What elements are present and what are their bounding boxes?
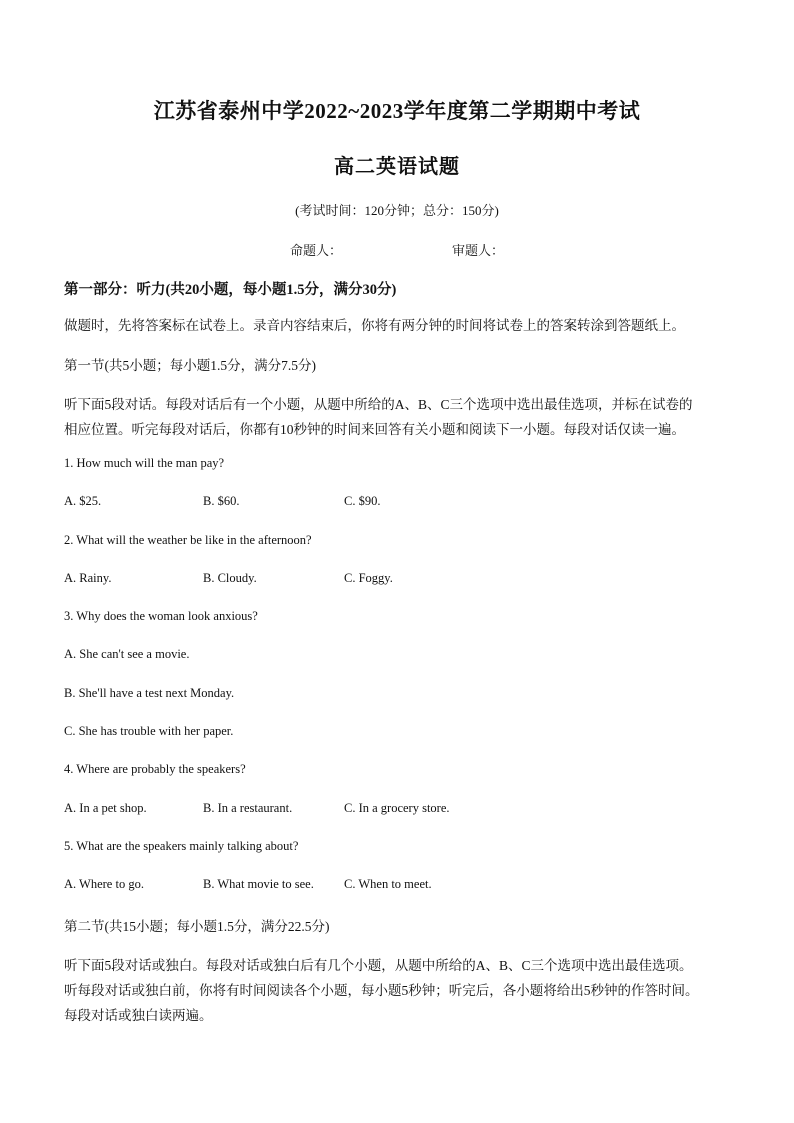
q5-option-a: A. Where to go. [64, 877, 144, 891]
question-5: 5. What are the speakers mainly talking about? [64, 839, 299, 853]
q4-option-a: A. In a pet shop. [64, 801, 147, 815]
exam-title: 江苏省泰州中学2022~2023学年度第二学期期中考试 [153, 99, 641, 123]
section1-heading: 第一节(共5小题；每小题1.5分，满分7.5分) [64, 358, 316, 373]
q2-option-b: B. Cloudy. [203, 571, 257, 585]
q5-option-c: C. When to meet. [344, 877, 432, 891]
question-2: 2. What will the weather be like in the afternoon? [64, 533, 312, 547]
authors-line [0, 240, 794, 259]
exam-time-info: (考试时间：120分钟；总分：150分) [295, 203, 499, 218]
question-3: 3. Why does the woman look anxious? [64, 609, 258, 623]
section1-instruction-line2: 相应位置。听完每段对话后，你都有10秒钟的时间来回答有关小题和阅读下一小题。每段对话仅读一遍。 [64, 422, 685, 437]
exam-subtitle: 高二英语试题 [334, 156, 460, 178]
q2-option-c: C. Foggy. [344, 571, 393, 585]
q1-option-a: A. $25. [64, 494, 102, 508]
part1-instruction: 做题时，先将答案标在试卷上。录音内容结束后，你将有两分钟的时间将试卷上的答案转涂到答题纸上。 [64, 318, 685, 333]
q5-option-b: B. What movie to see. [203, 877, 314, 891]
section2-heading: 第二节(共15小题；每小题1.5分，满分22.5分) [64, 919, 330, 934]
section2-instruction-line3: 每段对话或独白读两遍。 [64, 1008, 213, 1023]
section1-instruction-line1: 听下面5段对话。每段对话后有一个小题，从题中所给的A、B、C三个选项中选出最佳选项，并标在试卷的 [64, 397, 693, 412]
q4-option-c: C. In a grocery store. [344, 801, 450, 815]
q3-option-b: B. She'll have a test next Monday. [64, 686, 235, 700]
q3-option-c: C. She has trouble with her paper. [64, 724, 234, 738]
setter-label: 命题人： [289, 243, 342, 258]
q4-option-b: B. In a restaurant. [203, 801, 293, 815]
q3-option-a: A. She can't see a movie. [64, 647, 190, 661]
question-4: 4. Where are probably the speakers? [64, 762, 246, 776]
section2-instruction-line2: 听每段对话或独白前，你将有时间阅读各个小题，每小题5秒钟；听完后，各小题将给出5秒钟的作答时间。 [64, 983, 699, 998]
q1-option-b: B. $60. [203, 494, 240, 508]
question-1: 1. How much will the man pay? [64, 456, 225, 470]
section2-instruction-line1: 听下面5段对话或独白。每段对话或独白后有几个小题，从题中所给的A、B、C三个选项中选出最佳选项。 [64, 958, 693, 973]
part1-heading: 第一部分：听力(共20小题，每小题1.5分，满分30分) [64, 282, 397, 298]
q1-option-c: C. $90. [344, 494, 381, 508]
q2-option-a: A. Rainy. [64, 571, 112, 585]
reviewer-label: 审题人： [452, 243, 505, 258]
